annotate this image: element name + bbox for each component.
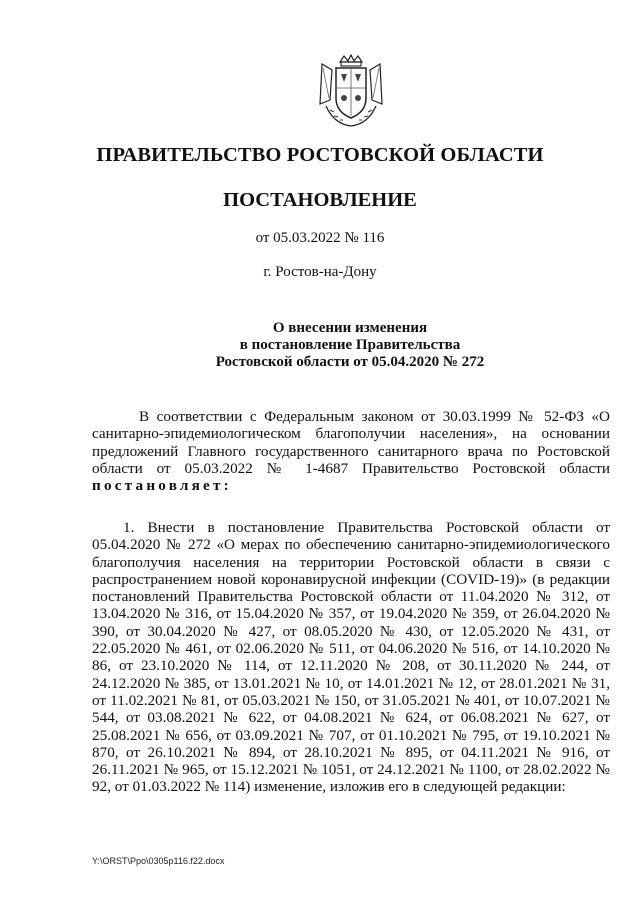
item-1-paragraph: 1. Внести в постановление Правительства Ростовской области от 05.04.2020 № 272 «О мерах по обеспечению санитарно-эпидемиологического благополучия населения на территории Ростовской области в связи с распространением новой коронавирусной инфекции (COVID-19)» (в редакции постановлений Правительства Ростовской области от 11.04.2020 № 312, от 13.04.2020 № 316, от 15.04.2020 № 357, от 19.04.2020 № 359, от 26.04.2020 № 390, от 30.04.2020 № 427, от 08.05.2020 № 430, от 12.05.2020 № 431, от 22.05.2020 № 461, от 02.06.2020 № 511, от 04.06.2020 № 516, от 14.10.2020 № 86, от 23.10.2020 № 114, от 12.11.2020 № 208, от 30.11.2020 № 244, от 24.12.2020 № 385, от 13.01.2021 № 10, от 14.01.2021 № 12, от 28.01.2021 № 31, от 11.02.2021 № 81, от 05.03.2021 № 150, от 31.05.2021 № 401, от 10.07.2021 № 544, от 03.08.2021 № 622, от 04.08.2021 № 624, от 06.08.2021 № 627, от 25.08.2021 № 656, от 03.09.2021 № 707, от 01.10.2021 № 795, от 19.10.2021 № 870, от 26.10.2021 № 894, от 28.10.2021 № 895, от 04.11.2021 № 916, от 26.11.2021 № 965, от 15.12.2021 № 1051, от 24.12.2021 № 1100, от 28.02.2022 № 92, от 01.03.2022 № 114) изменение, изложив его в следующей редакции: [92, 519, 610, 796]
preamble-text: В соответствии с Федеральным законом от 30.03.1999 № 52-ФЗ «О санитарно-эпидемиологическом благополучии населения», на основании предложений Главного государственного санитарного врача по Ростовской области от 05.03.2022 № 1-4687 Правительство Ростовской области [92, 408, 610, 477]
preamble-paragraph [92, 408, 610, 494]
government-name: ПРАВИТЕЛЬСТВО РОСТОВСКОЙ ОБЛАСТИ [96, 144, 544, 166]
resolves-keyword: постановляет: [92, 477, 232, 495]
document-subject [200, 320, 500, 371]
document-city: г. Ростов-на-Дону [263, 264, 377, 280]
document-type-title: ПОСТАНОВЛЕНИЕ [223, 189, 417, 211]
rostov-oblast-coat-of-arms-icon [314, 54, 388, 130]
document-date-number: от 05.03.2022 № 116 [255, 230, 385, 246]
subject-line: в постановление Правительства [239, 337, 461, 353]
subject-line: Ростовской области от 05.04.2020 № 272 [215, 354, 485, 370]
file-path-footer: Y:\ORST\Ppo\0305p116.f22.docx [92, 856, 225, 866]
subject-line: О внесении изменения [272, 320, 428, 336]
